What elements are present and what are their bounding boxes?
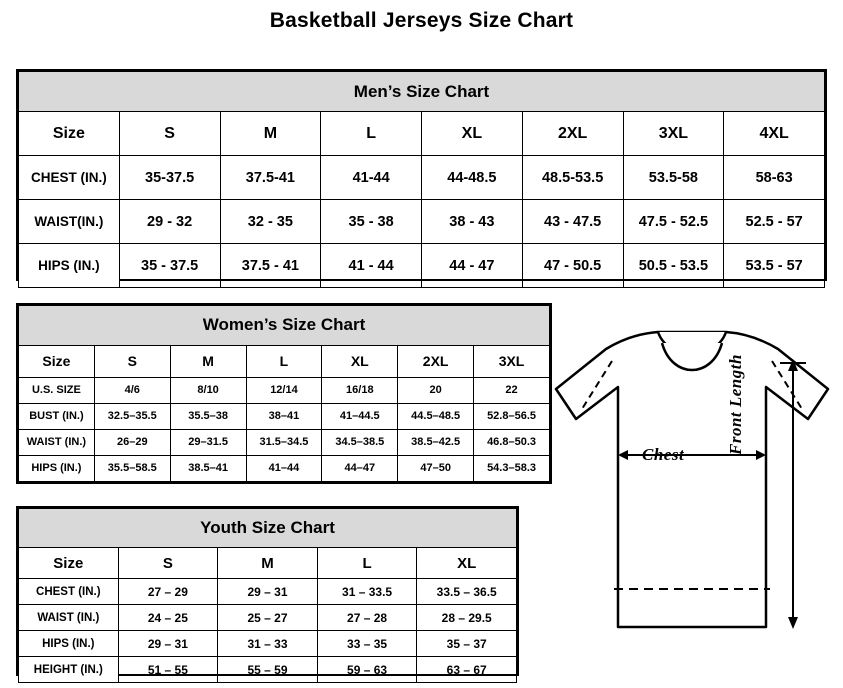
table-cell: 27 – 28 [317, 605, 417, 631]
table-cell: 20 [398, 377, 474, 403]
table-cell: 35 – 37 [417, 631, 517, 657]
table-cell: 48.5-53.5 [522, 156, 623, 200]
youth-size-chart [16, 506, 519, 676]
table-cell: 47–50 [398, 455, 474, 481]
table-cell: 33.5 – 36.5 [417, 579, 517, 605]
table-cell: 12/14 [246, 377, 322, 403]
column-header-4xl: 4XL [724, 112, 825, 156]
column-header-l: L [321, 112, 422, 156]
table-cell: 25 – 27 [218, 605, 318, 631]
table-cell: 37.5-41 [220, 156, 321, 200]
column-header-m: M [220, 112, 321, 156]
table-cell: 27 – 29 [118, 579, 218, 605]
column-header-3xl: 3XL [474, 345, 550, 377]
table-cell: 34.5–38.5 [322, 429, 398, 455]
table-cell: 53.5-58 [623, 156, 724, 200]
row-label: U.S. SIZE [19, 377, 95, 403]
table-caption-row [19, 306, 550, 346]
womens-chart-caption: Women’s Size Chart [19, 306, 550, 346]
table-row [19, 631, 517, 657]
table-cell: 31 – 33 [218, 631, 318, 657]
column-header-l: L [317, 548, 417, 579]
column-header-s: S [118, 548, 218, 579]
table-cell: 29 – 31 [118, 631, 218, 657]
table-cell: 28 – 29.5 [417, 605, 517, 631]
table-cell: 44 - 47 [422, 244, 523, 288]
table-caption-row [19, 509, 517, 548]
table-cell: 47 - 50.5 [522, 244, 623, 288]
table-cell: 41–44.5 [322, 403, 398, 429]
table-cell: 50.5 - 53.5 [623, 244, 724, 288]
jersey-measurement-diagram [548, 327, 834, 675]
table-row [19, 156, 825, 200]
row-label: BUST (IN.) [19, 403, 95, 429]
jersey-outline [556, 332, 828, 627]
table-cell: 26–29 [94, 429, 170, 455]
table-cell: 4/6 [94, 377, 170, 403]
mens-size-chart [16, 69, 827, 281]
table-header-row [19, 345, 550, 377]
table-cell: 38.5–42.5 [398, 429, 474, 455]
column-header-size: Size [19, 112, 120, 156]
table-cell: 16/18 [322, 377, 398, 403]
table-cell: 35.5–38 [170, 403, 246, 429]
column-header-size: Size [19, 345, 95, 377]
column-header-xl: XL [422, 112, 523, 156]
column-header-xl: XL [322, 345, 398, 377]
row-label: CHEST (IN.) [19, 156, 120, 200]
page-title: Basketball Jerseys Size Chart [269, 9, 574, 32]
table-cell: 31 – 33.5 [317, 579, 417, 605]
table-cell: 38 - 43 [422, 200, 523, 244]
column-header-s: S [119, 112, 220, 156]
front-length-arrow-bottom [788, 617, 798, 629]
table-cell: 24 – 25 [118, 605, 218, 631]
column-header-2xl: 2XL [398, 345, 474, 377]
row-label: WAIST (IN.) [19, 605, 119, 631]
table-header-row [19, 548, 517, 579]
chest-label: Chest [642, 445, 685, 464]
table-cell: 63 – 67 [417, 657, 517, 683]
table-caption-row [19, 72, 825, 112]
table-cell: 46.8–50.3 [474, 429, 550, 455]
table-row [19, 200, 825, 244]
table-cell: 35 - 37.5 [119, 244, 220, 288]
table-cell: 32 - 35 [220, 200, 321, 244]
womens-size-table [18, 305, 550, 482]
table-cell: 33 – 35 [317, 631, 417, 657]
column-header-xl: XL [417, 548, 517, 579]
row-label: WAIST(IN.) [19, 200, 120, 244]
column-header-size: Size [19, 548, 119, 579]
table-cell: 59 – 63 [317, 657, 417, 683]
table-cell: 35-37.5 [119, 156, 220, 200]
table-cell: 22 [474, 377, 550, 403]
table-cell: 41 - 44 [321, 244, 422, 288]
table-cell: 37.5 - 41 [220, 244, 321, 288]
table-row [19, 377, 550, 403]
table-cell: 54.3–58.3 [474, 455, 550, 481]
column-header-2xl: 2XL [522, 112, 623, 156]
table-cell: 51 – 55 [118, 657, 218, 683]
table-cell: 31.5–34.5 [246, 429, 322, 455]
table-row [19, 455, 550, 481]
mens-size-table [18, 71, 825, 288]
column-header-m: M [218, 548, 318, 579]
row-label: HIPS (IN.) [19, 244, 120, 288]
table-cell: 52.5 - 57 [724, 200, 825, 244]
row-label: HIPS (IN.) [19, 455, 95, 481]
table-row [19, 605, 517, 631]
row-label: CHEST (IN.) [19, 579, 119, 605]
row-label: HEIGHT (IN.) [19, 657, 119, 683]
table-cell: 35.5–58.5 [94, 455, 170, 481]
womens-size-chart [16, 303, 552, 484]
jersey-illustration-icon [548, 327, 834, 675]
table-cell: 53.5 - 57 [724, 244, 825, 288]
youth-chart-caption: Youth Size Chart [19, 509, 517, 548]
table-cell: 32.5–35.5 [94, 403, 170, 429]
table-cell: 35 - 38 [321, 200, 422, 244]
mens-chart-caption: Men’s Size Chart [19, 72, 825, 112]
table-cell: 44.5–48.5 [398, 403, 474, 429]
table-cell: 29 - 32 [119, 200, 220, 244]
table-cell: 44-48.5 [422, 156, 523, 200]
column-header-3xl: 3XL [623, 112, 724, 156]
front-length-label: Front Length [726, 354, 745, 455]
table-cell: 29 – 31 [218, 579, 318, 605]
table-header-row [19, 112, 825, 156]
column-header-m: M [170, 345, 246, 377]
table-cell: 8/10 [170, 377, 246, 403]
table-cell: 52.8–56.5 [474, 403, 550, 429]
table-cell: 43 - 47.5 [522, 200, 623, 244]
youth-size-table [18, 508, 517, 683]
table-cell: 29–31.5 [170, 429, 246, 455]
table-cell: 41-44 [321, 156, 422, 200]
table-cell: 47.5 - 52.5 [623, 200, 724, 244]
column-header-s: S [94, 345, 170, 377]
table-cell: 44–47 [322, 455, 398, 481]
table-cell: 41–44 [246, 455, 322, 481]
table-row [19, 403, 550, 429]
column-header-l: L [246, 345, 322, 377]
table-cell: 38.5–41 [170, 455, 246, 481]
table-row [19, 244, 825, 288]
table-row [19, 429, 550, 455]
row-label: HIPS (IN.) [19, 631, 119, 657]
row-label: WAIST (IN.) [19, 429, 95, 455]
table-cell: 58-63 [724, 156, 825, 200]
table-cell: 55 – 59 [218, 657, 318, 683]
table-row [19, 579, 517, 605]
table-cell: 38–41 [246, 403, 322, 429]
